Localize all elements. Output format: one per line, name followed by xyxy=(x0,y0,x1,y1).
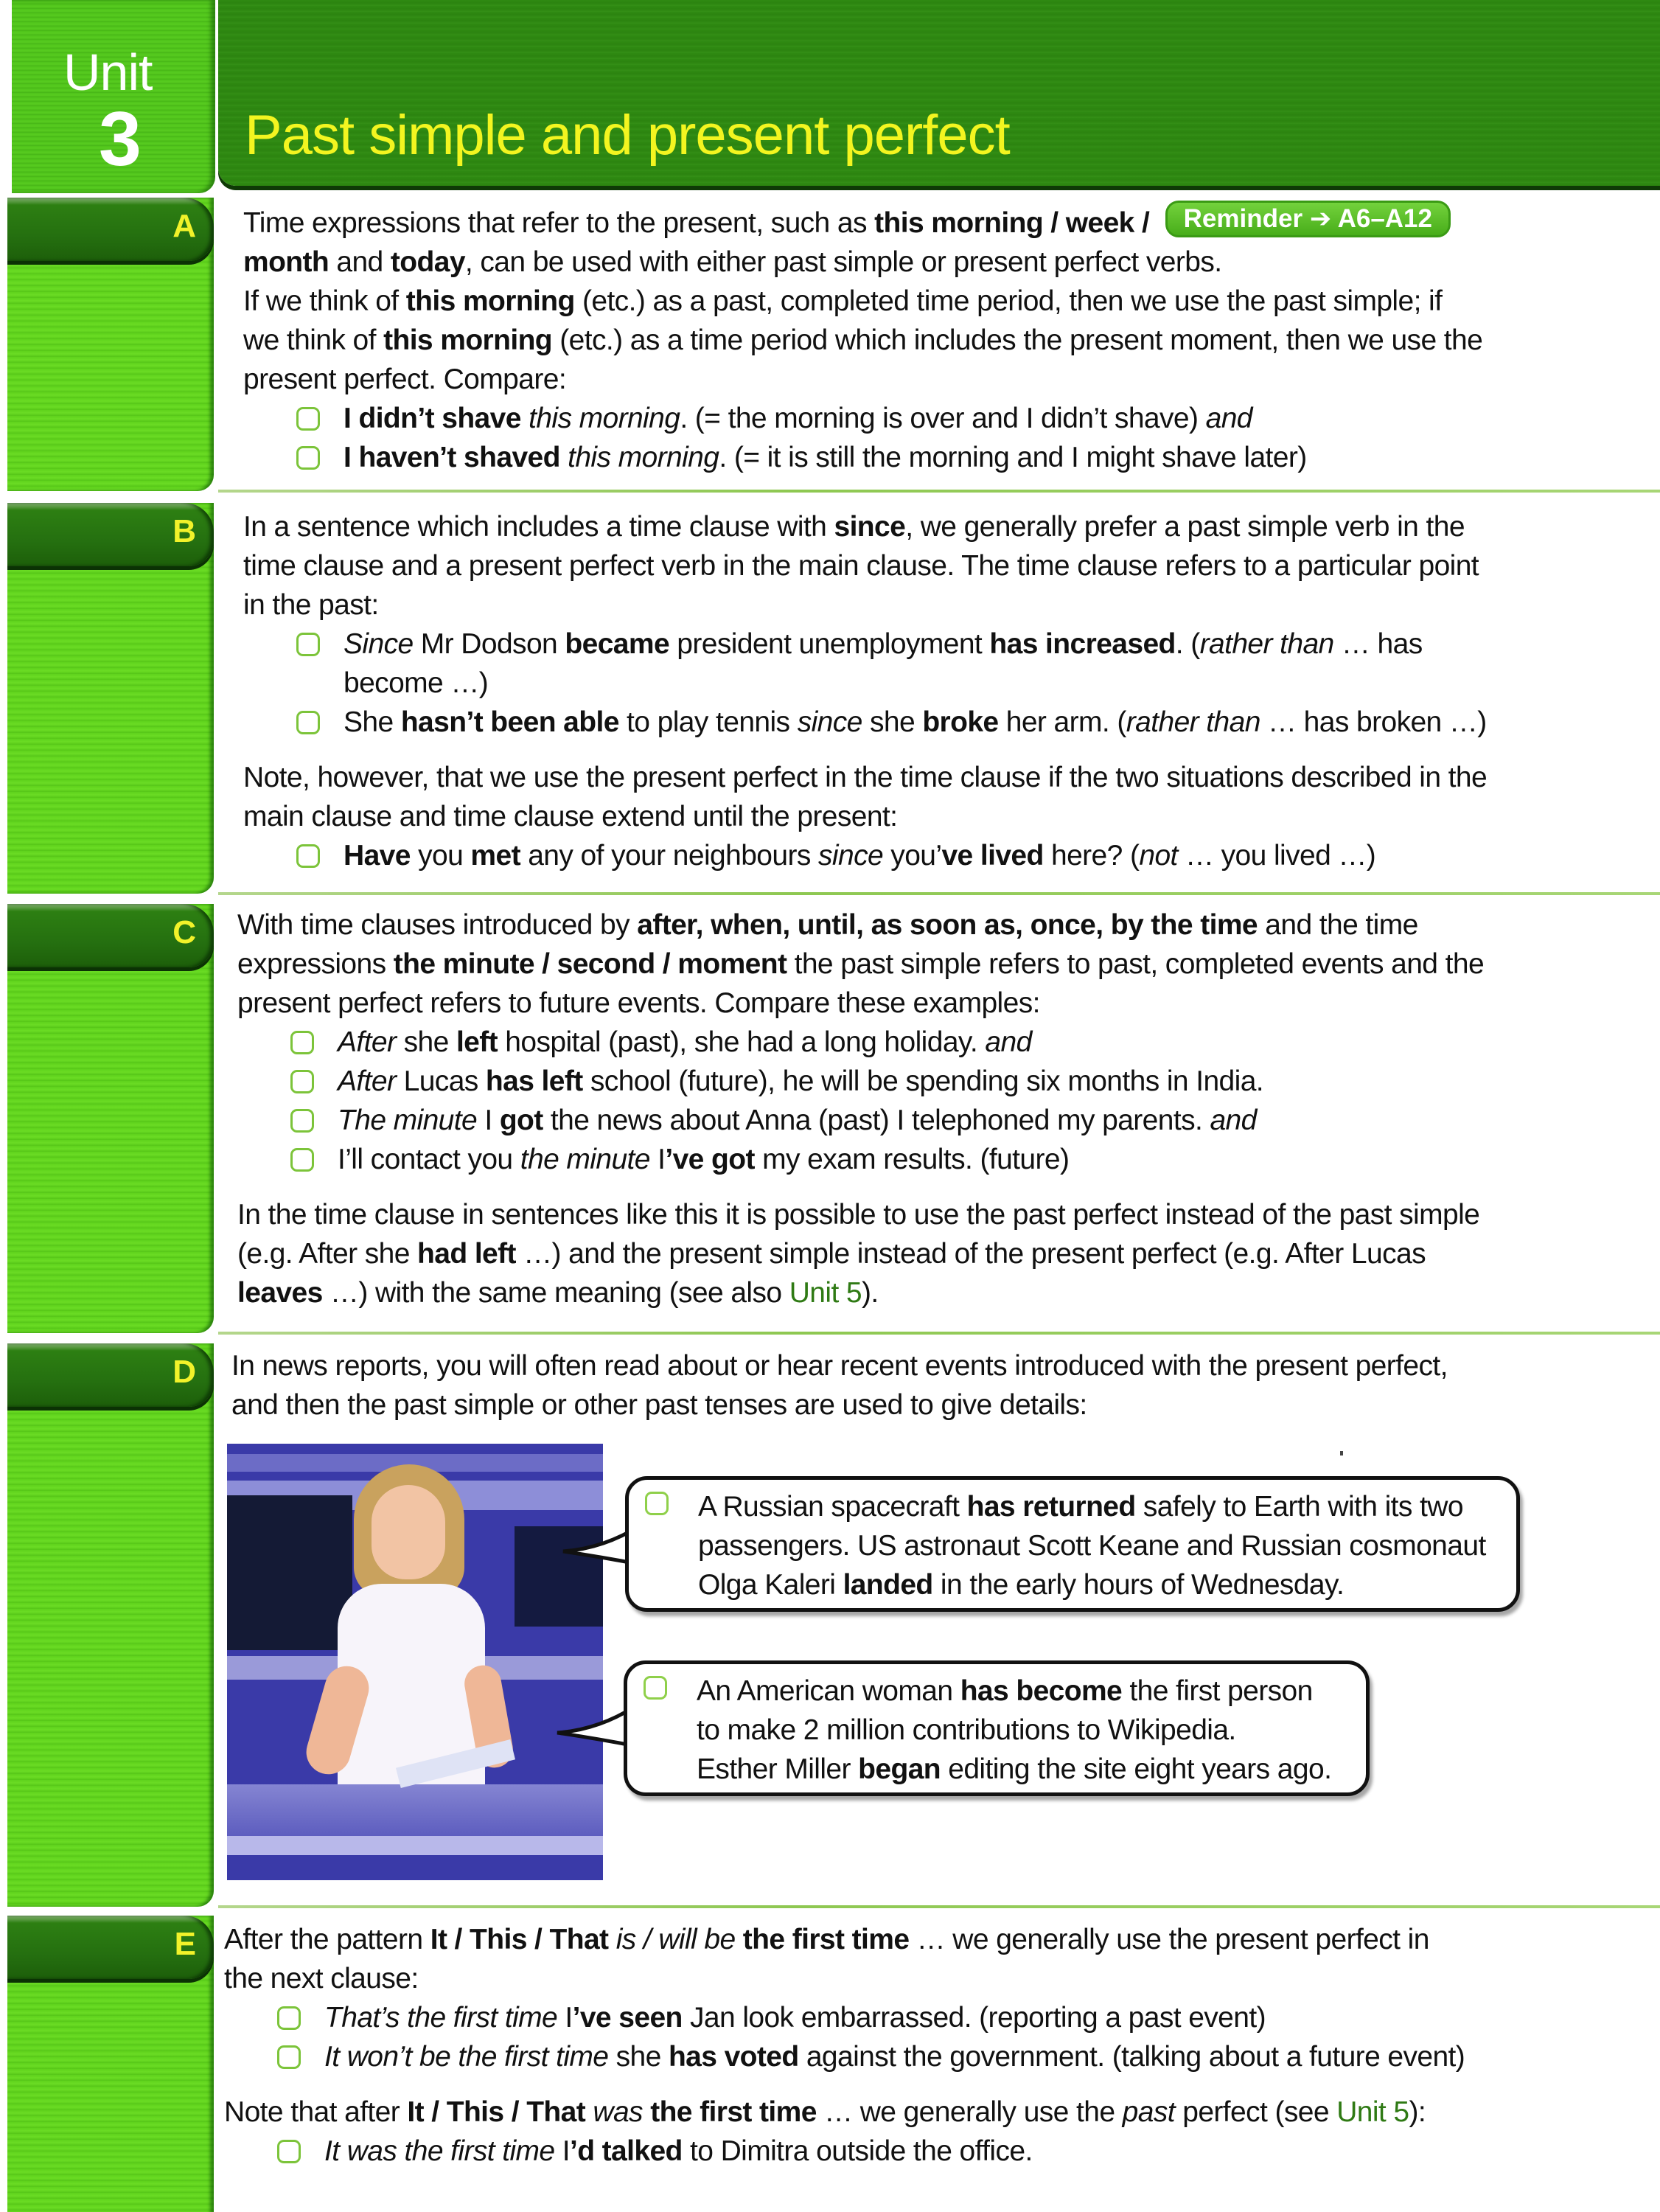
text-run: … has broken …) xyxy=(1260,706,1487,738)
text-run: perfect (see xyxy=(1175,2096,1337,2128)
text-run: Note, however, that we use the present perfect in the time clause if the two situations described in the xyxy=(243,762,1488,793)
spacer xyxy=(224,2076,1557,2093)
text-run: become …) xyxy=(343,667,489,699)
text-run: to play tennis xyxy=(618,706,798,738)
text-run: safely to Earth with its two xyxy=(1135,1491,1463,1523)
text-run: main clause and time clause extend until the present: xyxy=(243,801,898,832)
text-run: the minute xyxy=(520,1144,650,1175)
bubble-line xyxy=(697,1711,1351,1750)
text-run: and then the past simple or other past tenses are used to give details: xyxy=(231,1389,1087,1421)
text-run: After the pattern xyxy=(224,1924,430,1955)
text-run: Have xyxy=(343,840,411,872)
print-speck xyxy=(1340,1451,1343,1455)
section-e-content xyxy=(224,1920,1557,2171)
checkbox-icon[interactable] xyxy=(296,844,320,868)
text-run: After xyxy=(338,1065,397,1097)
studio-screen xyxy=(227,1495,352,1650)
text-run: … you lived …) xyxy=(1177,840,1376,872)
text-run: has become xyxy=(960,1675,1123,1707)
example-item xyxy=(224,1998,1557,2037)
text-run: In news reports, you will often read about or hear recent events introduced with the present perfect, xyxy=(231,1350,1448,1382)
text-run: became xyxy=(565,628,670,660)
text-run: Since xyxy=(343,628,414,660)
bubble-line xyxy=(698,1526,1502,1565)
text-run: and xyxy=(329,246,391,278)
text-run: It was the first time xyxy=(324,2135,555,2167)
text-run: … we generally use the present perfect in xyxy=(909,1924,1429,1955)
paragraph-line xyxy=(224,1920,1557,1959)
paragraph-line xyxy=(237,945,1557,984)
text-run: With time clauses introduced by xyxy=(237,909,638,941)
unit-badge xyxy=(12,0,215,193)
text-run xyxy=(585,2096,593,2128)
text-run: she xyxy=(862,706,923,738)
section-a-sidebar xyxy=(7,198,214,491)
checkbox-icon[interactable] xyxy=(290,1031,314,1054)
text-run: left xyxy=(456,1026,498,1058)
text-run: hasn’t been able xyxy=(400,706,619,738)
text-run: I didn’t shave xyxy=(343,403,521,434)
example-item xyxy=(243,703,1557,742)
text-run: I xyxy=(649,1144,666,1175)
section-divider xyxy=(218,1332,1660,1335)
bubble-line xyxy=(697,1750,1351,1789)
text-run: (etc.) as a time period which includes the present moment, then we use the xyxy=(552,324,1483,356)
checkbox-icon[interactable] xyxy=(277,2140,301,2163)
text-run: (e.g. After she xyxy=(237,1238,418,1270)
news-bubble-2 xyxy=(624,1660,1370,1796)
paragraph-line xyxy=(237,905,1557,945)
section-letter: D xyxy=(172,1354,196,1390)
text-run: After xyxy=(338,1026,397,1058)
checkbox-icon[interactable] xyxy=(296,407,320,431)
paragraph-line xyxy=(237,1195,1557,1234)
checkbox-icon[interactable] xyxy=(644,1676,667,1700)
text-run: got xyxy=(499,1105,543,1136)
text-run: . (= it is still the morning and I might shave later) xyxy=(719,442,1307,473)
example-item xyxy=(224,2037,1557,2076)
text-run xyxy=(560,442,568,473)
section-letter: A xyxy=(172,208,196,244)
text-run: month xyxy=(243,246,329,278)
section-tab xyxy=(7,198,214,261)
section-divider xyxy=(218,490,1660,493)
section-letter: B xyxy=(172,513,196,549)
text-run: rather than xyxy=(1199,628,1334,660)
text-run: you xyxy=(410,840,471,872)
text-run: ’d talked xyxy=(569,2135,683,2167)
text-run: It / This / That xyxy=(407,2096,586,2128)
text-run: . ( xyxy=(1175,628,1200,660)
section-e-sidebar xyxy=(7,1916,214,2212)
paragraph-line xyxy=(243,797,1557,836)
paragraph-line xyxy=(243,585,1557,625)
paragraph-line xyxy=(237,1234,1557,1273)
bubble-line xyxy=(698,1487,1502,1526)
paragraph-line xyxy=(243,321,1557,360)
text-run: … we generally use the xyxy=(816,2096,1123,2128)
text-run: Time expressions that refer to the present, such as xyxy=(243,207,875,239)
section-d-content xyxy=(231,1346,1557,1425)
text-run: this morning xyxy=(383,324,553,356)
section-tab xyxy=(7,1916,214,1979)
section-tab xyxy=(7,1343,214,1407)
text-run xyxy=(643,2096,650,2128)
text-run: ’ve got xyxy=(665,1144,755,1175)
example-continuation xyxy=(243,664,1557,703)
checkbox-icon[interactable] xyxy=(296,711,320,734)
paragraph-line xyxy=(243,204,1557,243)
example-item xyxy=(243,836,1557,875)
section-e xyxy=(0,1916,1660,2212)
text-run: present perfect. Compare: xyxy=(243,364,567,395)
paragraph-line xyxy=(243,360,1557,399)
presenter-face xyxy=(372,1485,445,1579)
text-run: …) and the present simple instead of the present perfect (e.g. After Lucas xyxy=(515,1238,1426,1270)
text-run: I haven’t shaved xyxy=(343,442,560,473)
text-run: and xyxy=(1210,1105,1257,1136)
text-run: leaves xyxy=(237,1277,323,1309)
checkbox-icon[interactable] xyxy=(296,633,320,656)
section-a xyxy=(0,198,1660,491)
text-run: the next clause: xyxy=(224,1963,419,1994)
text-run: the news about Anna (past) I telephoned my parents. xyxy=(543,1105,1210,1136)
text-run: after, when, until, as soon as, once, by the time xyxy=(637,909,1258,941)
title-banner xyxy=(218,0,1660,186)
text-run: we think of xyxy=(243,324,384,356)
section-c-content xyxy=(237,905,1557,1312)
text-run: … has xyxy=(1333,628,1423,660)
spacer xyxy=(237,1179,1557,1195)
spacer xyxy=(243,742,1557,758)
text-run: she xyxy=(396,1026,456,1058)
example-item xyxy=(237,1023,1557,1062)
text-run: ve lived xyxy=(941,840,1044,872)
section-d-sidebar xyxy=(7,1343,214,1907)
checkbox-icon[interactable] xyxy=(296,446,320,470)
text-run: If we think of xyxy=(243,285,406,317)
checkbox-icon[interactable] xyxy=(277,2006,301,2030)
text-run: ’ve seen xyxy=(572,2002,683,2034)
bubble-line xyxy=(697,1672,1351,1711)
reminder-label: Reminder xyxy=(1183,204,1303,233)
text-run: rather than xyxy=(1126,706,1260,738)
text-run: any of your neighbours xyxy=(520,840,819,872)
unit-link[interactable]: Unit 5 xyxy=(1336,2096,1409,2128)
example-item xyxy=(237,1140,1557,1179)
text-run: In the time clause in sentences like this it is possible to use the past perfect instead of the past simple xyxy=(237,1199,1480,1231)
example-item xyxy=(237,1101,1557,1140)
section-letter: E xyxy=(174,1926,196,1962)
text-run: landed xyxy=(843,1569,933,1601)
checkbox-icon[interactable] xyxy=(645,1492,669,1515)
section-b xyxy=(0,503,1660,894)
text-run: has increased xyxy=(989,628,1176,660)
text-run: In a sentence which includes a time clause with xyxy=(243,511,834,543)
text-run: time clause and a present perfect verb in the main clause. The time clause refers to a particular point xyxy=(243,550,1479,582)
example-item xyxy=(237,1062,1557,1101)
text-run: Olga Kaleri xyxy=(698,1569,843,1601)
news-bubble-1 xyxy=(625,1476,1520,1612)
section-b-sidebar xyxy=(7,503,214,894)
text-run: It won’t be the first time xyxy=(324,2041,609,2073)
text-run: hospital (past), she had a long holiday. xyxy=(498,1026,986,1058)
text-run: . (= the morning is over and I didn’t shave) xyxy=(680,403,1206,434)
text-run: Esther Miller xyxy=(697,1753,859,1785)
text-run: Lucas xyxy=(396,1065,486,1097)
text-run: to Dimitra outside the office. xyxy=(682,2135,1033,2167)
text-run: , we generally prefer a past simple verb in the xyxy=(905,511,1465,543)
text-run: began xyxy=(858,1753,941,1785)
checkbox-icon[interactable] xyxy=(290,1109,314,1133)
text-run: school (future), he will be spending six months in India. xyxy=(582,1065,1264,1097)
checkbox-icon[interactable] xyxy=(290,1148,314,1172)
paragraph-line xyxy=(231,1385,1557,1425)
text-run: this morning / week / xyxy=(874,207,1150,239)
text-run: president unemployment xyxy=(669,628,990,660)
text-run: this morning xyxy=(529,403,680,434)
text-run: my exam results. (future) xyxy=(754,1144,1070,1175)
text-run: and xyxy=(1205,403,1252,434)
text-run: (etc.) as a past, completed time period, then we use the past simple; if xyxy=(574,285,1443,317)
paragraph-line xyxy=(243,507,1557,546)
text-run: has left xyxy=(485,1065,583,1097)
text-run: has returned xyxy=(966,1491,1136,1523)
text-run: I’ll contact you xyxy=(338,1144,520,1175)
unit-label: Unit xyxy=(63,44,153,101)
text-run: Jan look embarrassed. (reporting a past event) xyxy=(682,2002,1266,2034)
paragraph-line xyxy=(224,2093,1557,2132)
news-presenter-image xyxy=(227,1444,603,1880)
text-run: the minute / second / moment xyxy=(393,948,787,980)
studio-desk-edge xyxy=(227,1836,603,1855)
text-run: passengers. US astronaut Scott Keane and Russian cosmonaut xyxy=(698,1530,1486,1562)
text-run: the past simple refers to past, completed events and the xyxy=(787,948,1485,980)
paragraph-line xyxy=(243,758,1557,797)
text-run: the first person xyxy=(1122,1675,1313,1707)
text-run: broke xyxy=(922,706,999,738)
text-run xyxy=(736,1924,743,1955)
example-item xyxy=(243,399,1557,438)
text-run: met xyxy=(470,840,520,872)
text-run: this morning xyxy=(568,442,719,473)
text-run xyxy=(608,1924,615,1955)
text-run: Mr Dodson xyxy=(413,628,565,660)
text-run: ): xyxy=(1409,2096,1426,2128)
text-run: her arm. ( xyxy=(998,706,1126,738)
checkbox-icon[interactable] xyxy=(277,2045,301,2069)
text-run: past xyxy=(1122,2096,1175,2128)
section-divider xyxy=(218,892,1660,895)
reminder-ref: A6–A12 xyxy=(1337,204,1432,233)
text-run: …) with the same meaning (see also xyxy=(322,1277,789,1309)
text-run: I xyxy=(554,2135,570,2167)
text-run: had left xyxy=(417,1238,516,1270)
text-run xyxy=(521,403,529,434)
text-run: That’s the first time xyxy=(324,2002,558,2034)
paragraph-line xyxy=(243,282,1557,321)
example-item xyxy=(243,625,1557,664)
unit-link[interactable]: Unit 5 xyxy=(789,1277,862,1309)
text-run: and the time xyxy=(1258,909,1418,941)
paragraph-line xyxy=(237,984,1557,1023)
bubble-line xyxy=(698,1565,1502,1604)
paragraph-line xyxy=(243,546,1557,585)
text-run: ). xyxy=(862,1277,879,1309)
text-run: I xyxy=(477,1105,500,1136)
text-run: here? ( xyxy=(1043,840,1140,872)
section-tab xyxy=(7,503,214,566)
page-title: Past simple and present perfect xyxy=(245,104,1010,167)
text-run: Note that after xyxy=(224,2096,408,2128)
studio-desk xyxy=(227,1784,603,1836)
text-run: was xyxy=(593,2096,643,2128)
text-run: since xyxy=(834,511,906,543)
example-item xyxy=(243,438,1557,477)
text-run: I xyxy=(557,2002,573,2034)
paragraph-line xyxy=(231,1346,1557,1385)
text-run: in the past: xyxy=(243,589,379,621)
section-b-content xyxy=(243,507,1557,875)
text-run: has voted xyxy=(668,2041,799,2073)
unit-number: 3 xyxy=(99,97,142,182)
text-run: she xyxy=(608,2041,669,2073)
text-run: , can be used with either past simple or present perfect verbs. xyxy=(464,246,1222,278)
text-run: to make 2 million contributions to Wikipedia. xyxy=(697,1714,1236,1746)
text-run: is / will be xyxy=(615,1924,736,1955)
section-c-sidebar xyxy=(7,904,214,1333)
text-run: not xyxy=(1139,840,1178,872)
text-run: A Russian spacecraft xyxy=(698,1491,967,1523)
text-run: the first time xyxy=(650,2096,817,2128)
text-run: in the early hours of Wednesday. xyxy=(932,1569,1345,1601)
paragraph-line xyxy=(237,1273,1557,1312)
arrow-right-icon: ➔ xyxy=(1309,204,1332,233)
text-run: The minute xyxy=(338,1105,478,1136)
text-run: It / This / That xyxy=(430,1924,609,1955)
checkbox-icon[interactable] xyxy=(290,1070,314,1093)
text-run: this morning xyxy=(405,285,575,317)
text-run: editing the site eight years ago. xyxy=(941,1753,1332,1785)
text-run: today xyxy=(390,246,465,278)
paragraph-line xyxy=(243,243,1557,282)
text-run: the first time xyxy=(742,1924,910,1955)
text-run: since xyxy=(797,706,862,738)
text-run: present perfect refers to future events. Compare these examples: xyxy=(237,987,1040,1019)
section-letter: C xyxy=(172,914,196,950)
text-run: expressions xyxy=(237,948,394,980)
text-run: since xyxy=(818,840,884,872)
paragraph-line xyxy=(224,1959,1557,1998)
text-run: you’ xyxy=(883,840,942,872)
section-c xyxy=(0,904,1660,1333)
example-item xyxy=(224,2132,1557,2171)
text-run: She xyxy=(343,706,401,738)
section-divider xyxy=(218,1905,1660,1908)
text-run: against the government. (talking about a future event) xyxy=(798,2041,1465,2073)
text-run: and xyxy=(985,1026,1032,1058)
text-run: An American woman xyxy=(697,1675,960,1707)
section-a-content xyxy=(243,204,1557,477)
section-tab xyxy=(7,904,214,967)
